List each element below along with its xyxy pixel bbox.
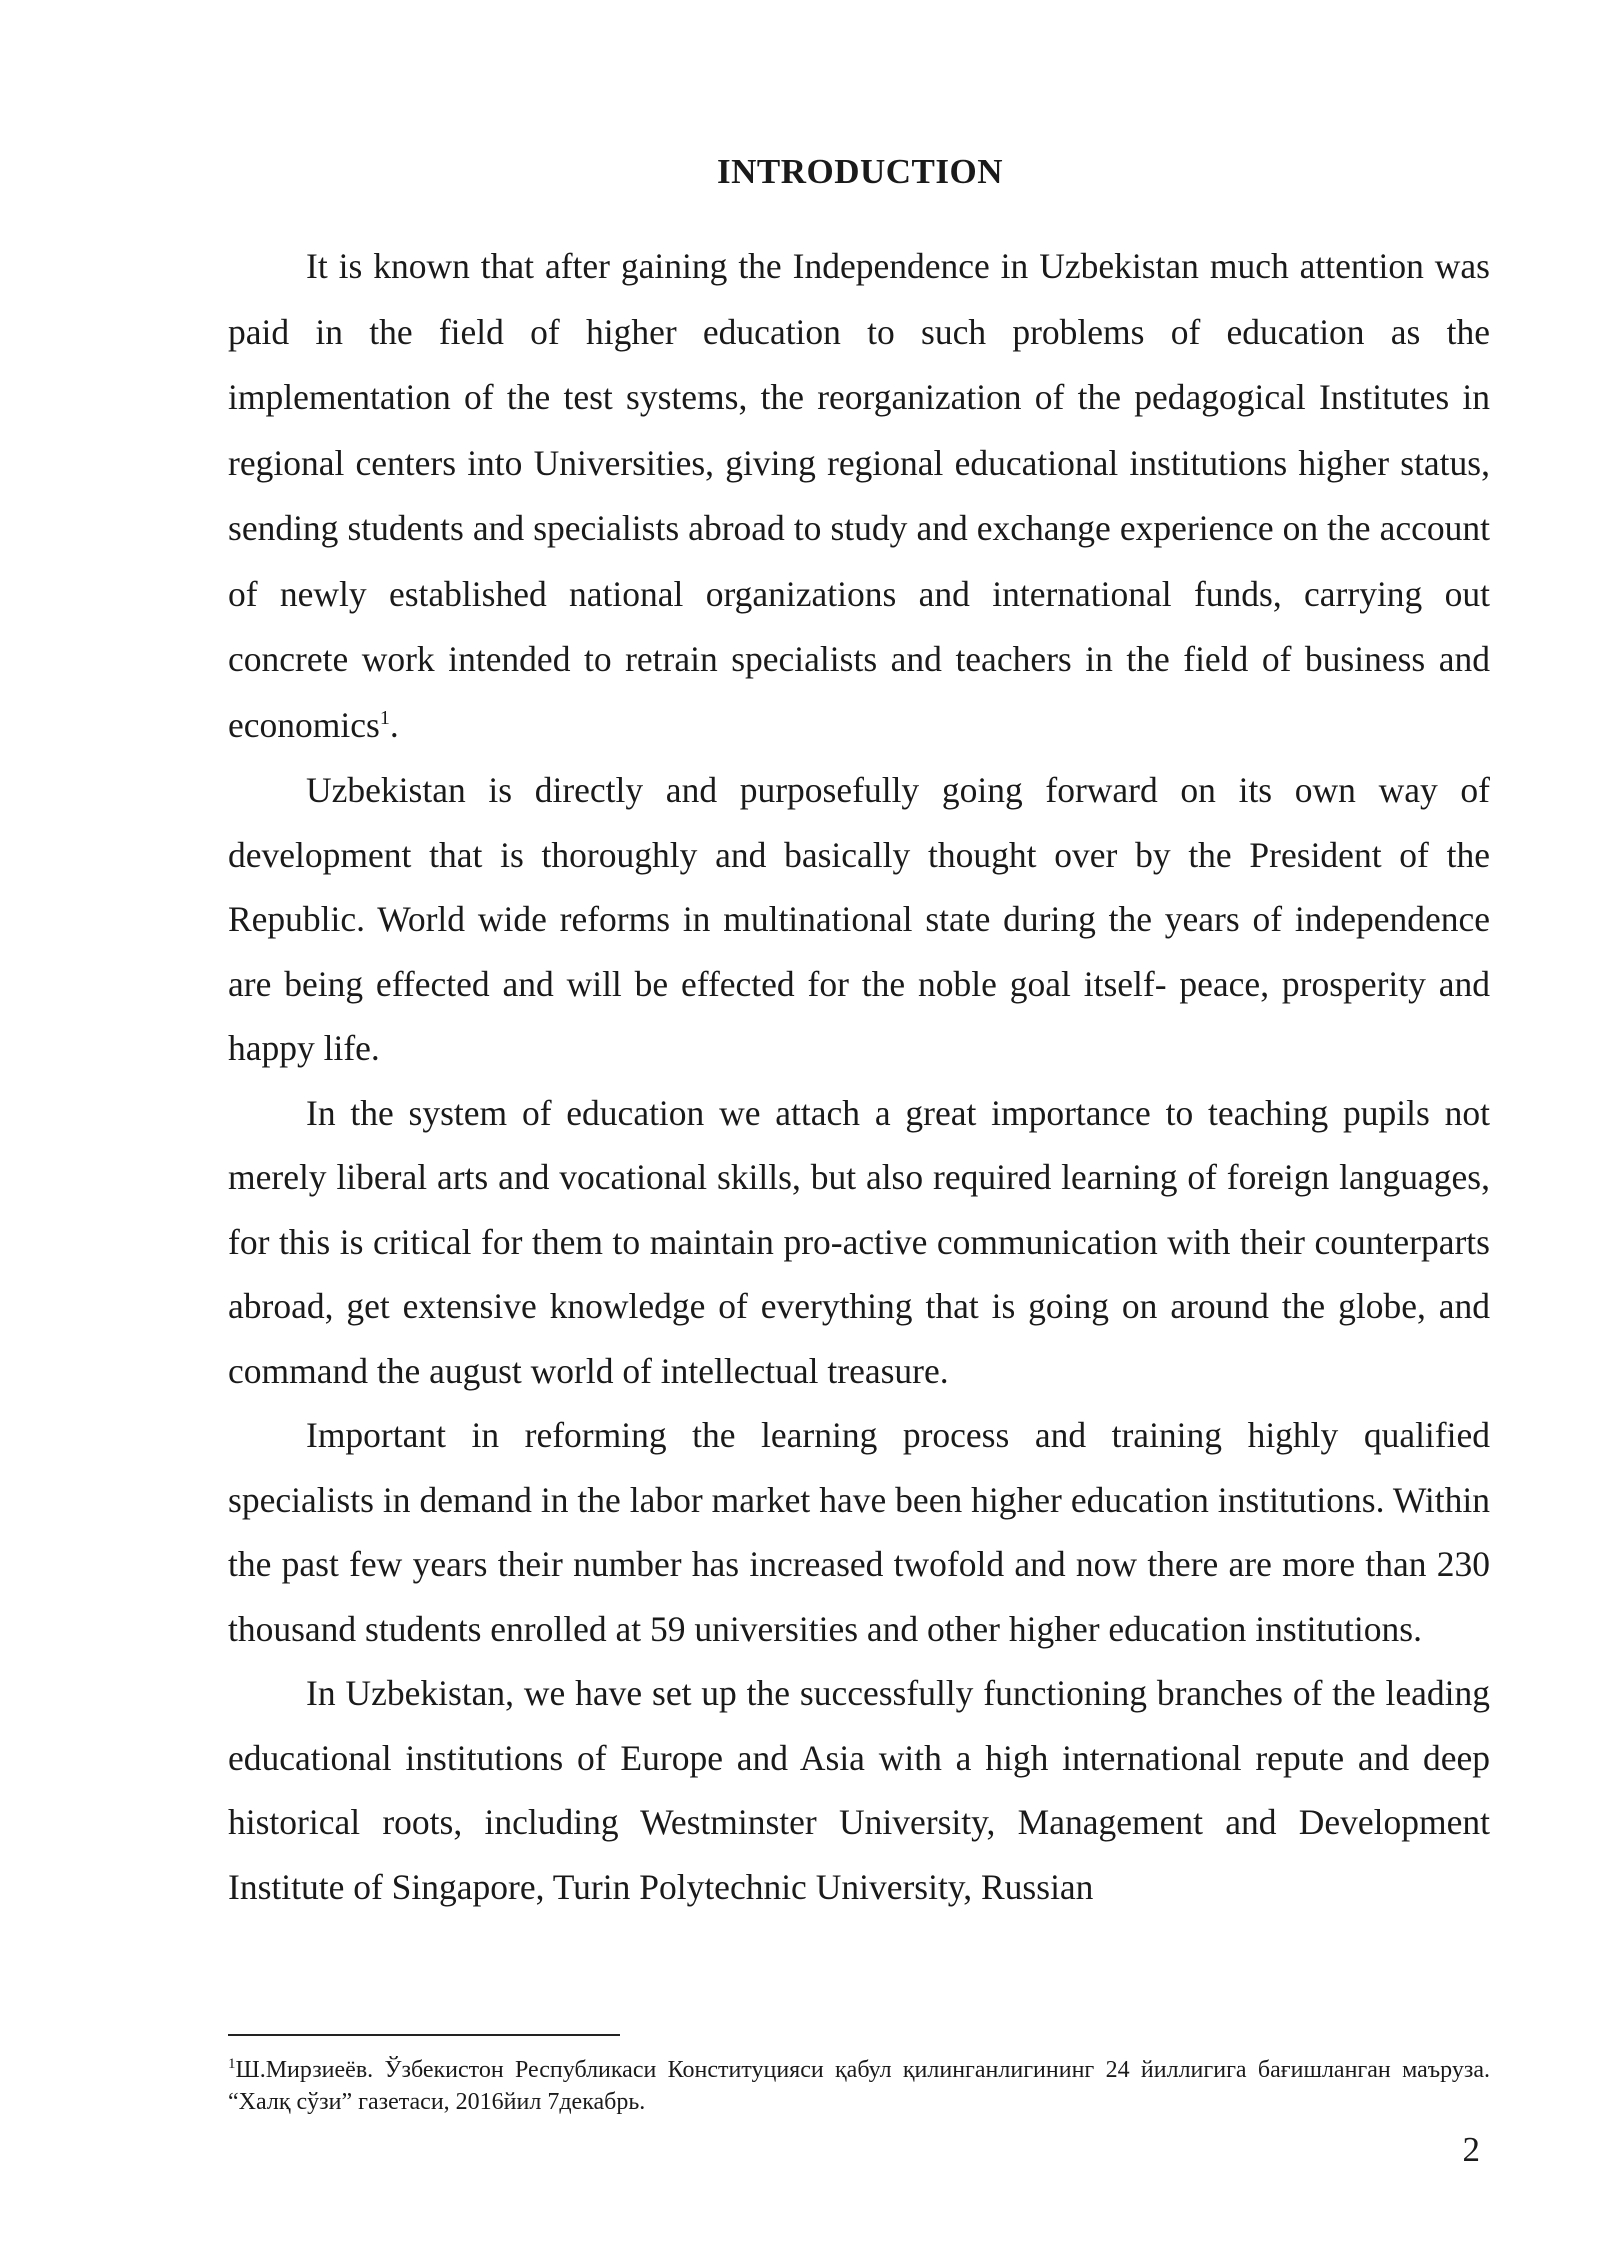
paragraph-1-text: It is known that after gaining the Independence in Uzbekistan much attention was paid in the field of higher education to such problems of education as the implementation of the test systems, the reorganization of the pedagogical Institutes in regional centers into Universities, giving regional educational institutions higher status, sending students and specialists abroad to study and exchange experience on the account of newly established national organizations and international funds, carrying out concrete work intended to retrain specialists and teachers in the field of business and economics — [228, 246, 1490, 745]
footnote-separator — [228, 2034, 620, 2036]
paragraph-1 — [228, 234, 1490, 758]
page-number: 2 — [1462, 2130, 1480, 2169]
footnote-reference[interactable]: 1 — [379, 706, 390, 729]
footnote — [228, 2054, 1490, 2118]
paragraph-1-tail: . — [389, 704, 399, 745]
paragraph-4: Important in reforming the learning process and training highly qualified specialists in demand in the labor market have been higher education institutions. Within the past few years their number has increased twofold and now there are more than 230 thousand students enrolled at 59 universities and other higher education institutions. — [228, 1415, 1490, 1649]
paragraph-2: Uzbekistan is directly and purposefully going forward on its own way of development that is thoroughly and basically thought over by the President of the Republic. World wide reforms in multinational state during the years of independence are being effected and will be effected for the noble goal itself- peace, prosperity and happy life. — [228, 770, 1490, 1068]
footnote-text: Ш.Мирзиеёв. Ўзбекистон Республикаси Конституцияси қабул қилинганлигининг 24 йиллигига бағишланган маъруза. “Халқ сўзи” газетаси, 2016йил 7декабрь. — [228, 2057, 1490, 2115]
paragraph-5: In Uzbekistan, we have set up the successfully functioning branches of the leading educational institutions of Europe and Asia with a high international repute and deep historical roots, including Westminster University, Management and Development Institute of Singapore, Turin Polytechnic University, Russian — [228, 1673, 1490, 1907]
footnote-marker: 1 — [228, 2056, 236, 2072]
document-body — [228, 234, 1490, 1919]
page-title: INTRODUCTION — [716, 152, 1004, 191]
paragraph-3: In the system of education we attach a great importance to teaching pupils not merely liberal arts and vocational skills, but also required learning of foreign languages, for this is critical for them to maintain pro-active communication with their counterparts abroad, get extensive knowledge of everything that is going on around the globe, and command the august world of intellectual treasure. — [228, 1092, 1490, 1391]
